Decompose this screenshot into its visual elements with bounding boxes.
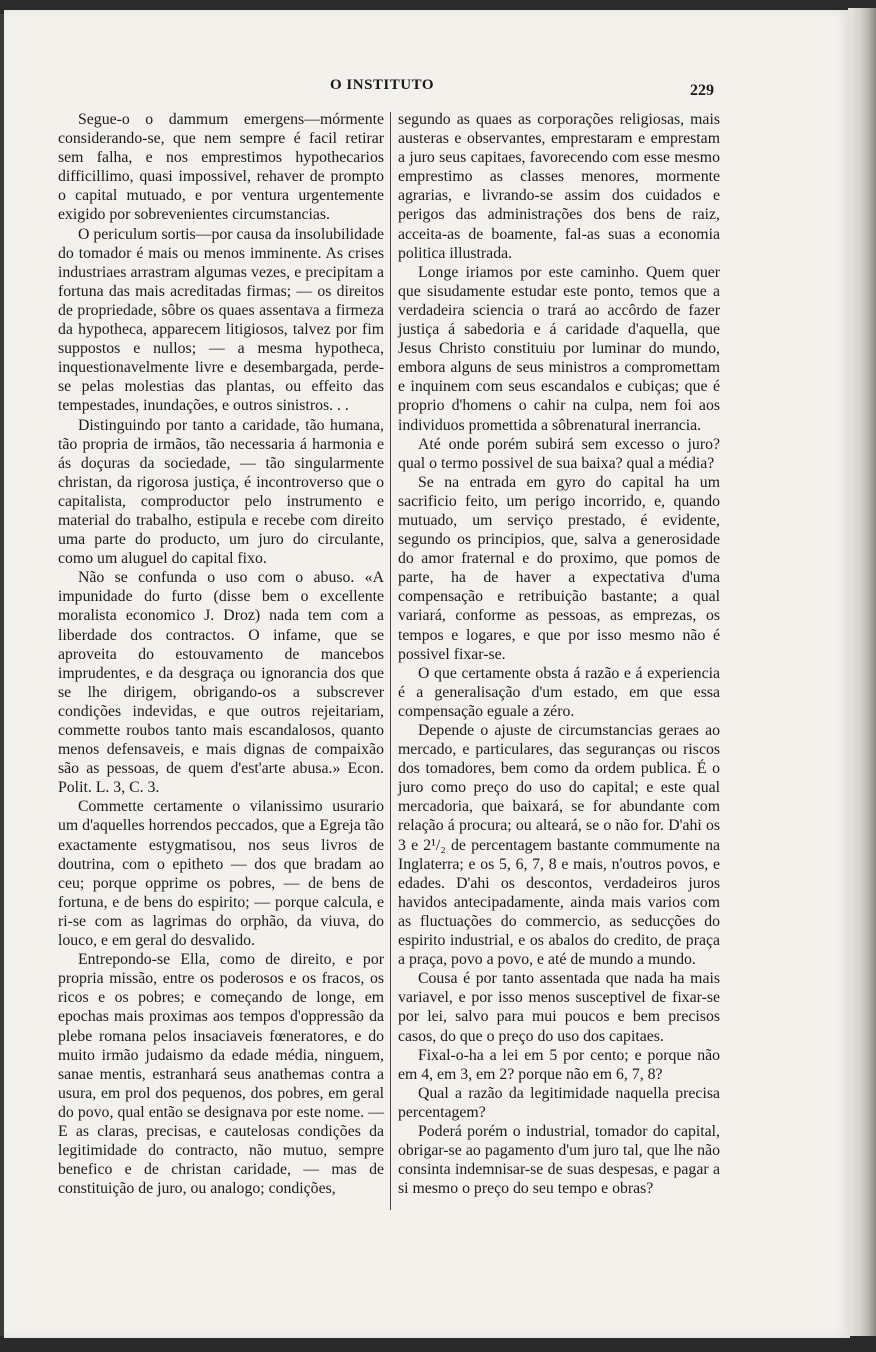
paragraph: Poderá porém o industrial, tomador do capital, obrigar-se ao pagamento d'um juro tal, que lhe não consinta indemnisar-se de suas despesas, e pagar a si mesmo o preço do seu tempo e obras? [398,1122,720,1198]
page-number: 229 [690,82,714,99]
paragraph: Até onde porém subirá sem excesso o juro? qual o termo possivel de sua baixa? qual a média? [398,435,720,472]
paragraph: Se na entrada em gyro do capital ha um sacrificio feito, um perigo incorrido, e, quando mutuado, um serviço prestado, é evidente, segundo os principios, que, salva a generosidade do amor fraternal e do proximo, que pomos de parte, ha de haver a expectativa d'uma compensação e retribuição bastante; a qual variará, conforme as pessoas, as emprezas, os tempos e logares, e que por isso mesmo não é possivel fixar-se. [398,473,720,663]
paragraph: Commette certamente o vilanissimo usurario um d'aquelles horrendos peccados, que a Egreja tão exactamente estygmatisou, nos seus livros de doutrina, com o epitheto — dos que bradam ao ceu; porque opprime os pobres, — de bens de fortuna, e de bens do espirito; — porque calcula, e ri-se com as lagrimas do orphão, da viuva, do louco, e em geral do desvalido. [58,798,384,950]
paragraph: segundo as quaes as corporações religiosas, mais austeras e observantes, emprestaram e emprestam a juro seus capitaes, favorecendo com esse mesmo emprestimo as classes menores, mormente agrarias, e livrando-se assim dos cuidados e perigos das administrações dos bens de raiz, acceita-as de boamente, fal-as suas a economia politica illustrada. [398,111,720,262]
paragraph: O que certamente obsta á razão e á experiencia é a generalisação d'um estado, em que essa compensação eguale a zéro. [398,664,720,720]
paragraph: Não se confunda o uso com o abuso. «A impunidade do furto (disse bem o excellente moralista economico J. Droz) nada tem com a liberdade dos contractos. O infame, que se aproveita do estouvamento de mancebos imprudentes, e da desgraça ou ignorancia dos que se lhe dirigem, obrigando-os a subscrever condições indevidas, e que outros rejeitariam, commette roubos tanto mais escandalosos, quanto menos defensaveis, e mais dignas de compaixão são as pessoas, de quem d'est'arte abusa.» Econ. Polit. L. 3, C. 3. [58,569,384,797]
paragraph: Fixal-o-ha a lei em 5 por cento; e porque não em 4, em 3, em 2? porque não em 6, 7, 8? [398,1046,720,1083]
right-column [398,110,720,1198]
left-column [58,110,384,1198]
running-title: O INSTITUTO [330,77,435,93]
paragraph: O periculum sortis—por causa da insolubilidade do tomador é mais ou menos imminente. As crises industriaes arrastram algumas vezes, e precipitam a fortuna das mais acreditadas firmas; — os direitos de propriedade, sôbre os quaes assentava a firmeza da hypotheca, apparecem litigiosos, talvez por fim suppostos e nullos; — a mesma hypotheca, inquestionavelmente livre e desembargada, perde-se pelas molestias das plantas, ou effeito das tempestades, inundações, e outros sinistros. . . [58,225,384,415]
column-divider [390,112,391,1210]
paragraph: Distinguindo por tanto a caridade, tão humana, tão propria de irmãos, tão necessaria á harmonia e ás doçuras da sociedade, — tão singularmente christan, da rigorosa justiça, é incontroverso que o capitalista, comproductor pelo instrumento e material do trabalho, estipula e recebe com direito uma parte do producto, um juro do circulante, como um aluguel do capital fixo. [58,416,384,568]
paragraph: Qual a razão da legitimidade naquella precisa percentagem? [398,1084,720,1121]
scan-bottom-edge [0,1336,876,1352]
paragraph: Depende o ajuste de circumstancias geraes ao mercado, e particulares, das seguranças ou riscos dos tomadores, bem como da ordem publica. É o juro como preço do uso do capital; e este qual mercadoria, que baixará, se for abundante com relação á procura; ou alteará, se o não for. D'ahi os 3 e 2¹/₂ de percentagem bastante commumente na Inglaterra; e os 5, 6, 7, 8 e mais, n'outros povos, e edades. D'ahi os descontos, verdadeiros juros havidos antecipadamente, ainda mais varios com as fluctuações do commercio, as seducções do espirito industrial, e os abalos do credito, de praça a praça, povo a povo, e até de mundo a mundo. [398,722,720,969]
paragraph: Cousa é por tanto assentada que nada ha mais variavel, e por isso menos susceptivel de fixar-se por lei, salvo para mui poucos e bem precisos casos, do que o preço do uso dos capitaes. [398,970,720,1045]
paragraph: Longe iriamos por este caminho. Quem quer que sisudamente estudar este ponto, temos que a verdadeira sciencia o trará ao accôrdo de fazer justiça á sabedoria e á caridade d'aquella, que Jesus Christo constituiu por luminar do mundo, embora alguns de seus ministros a compromettam e inquinem com seus escandalos e cubiças; que é proprio d'homens o cahir na culpa, nem foi aos individuos promettida a sôbrenatural inerrancia. [398,263,720,434]
paragraph: Segue-o o dammum emergens—mórmente considerando-se, que nem sempre é facil retirar sem falha, e nos emprestimos hypothecarios difficillimo, quasi impossivel, rehaver de prompto o capital mutuado, e por ventura urgentemente exigido por sobrevenientes circumstancias. [58,111,384,224]
book-spine-edge [848,8,876,1342]
paragraph: Entrepondo-se Ella, como de direito, e por propria missão, entre os poderosos e os fracos, os ricos e os pobres; e começando de longe, em epochas mais proximas aos tempos d'oppressão da plebe romana pelos insaciaveis fœneratores, e do muito irmão judaismo da edade média, ninguem, sanae mentis, estranhará seus anathemas contra a usura, em prol dos pequenos, dos pobres, em geral do povo, qual então se designava por este nome. — E as claras, precisas, e cautelosas condições da legitimidade do contracto, não mutuo, sempre benefico e de christan caridade, — mas de constituição de juro, ou analogo; condições, [58,951,384,1198]
